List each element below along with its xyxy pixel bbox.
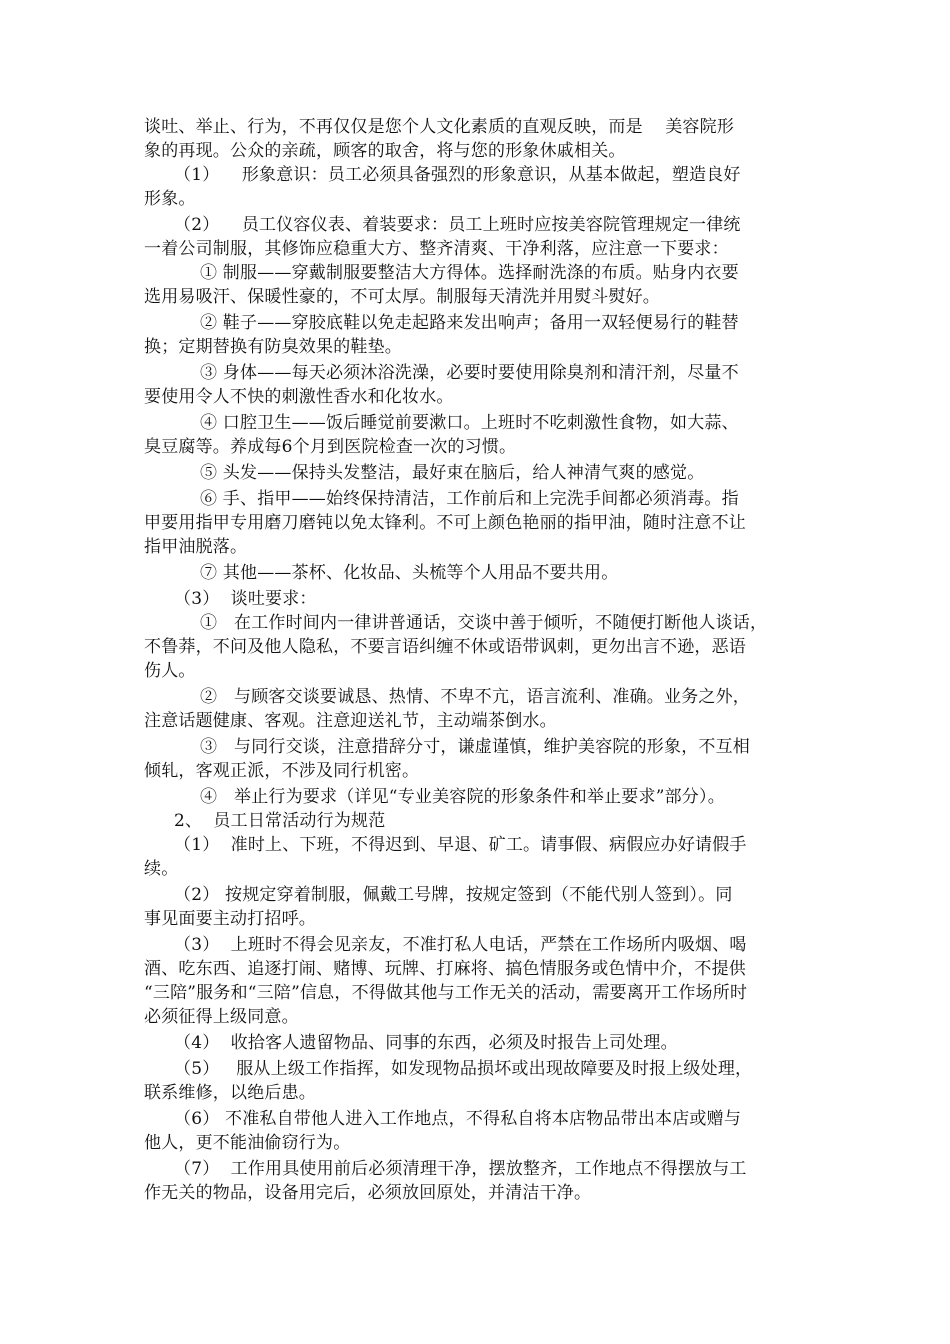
text-line: 注意话题健康、客观。注意迎送礼节，主动端茶倒水。 bbox=[144, 711, 557, 731]
text-line: “三陪”服务和“三陪”信息，不得做其他与工作无关的活动，需要离开工作场所时 bbox=[144, 983, 748, 1003]
text-line: 选用易吸汗、保暖性豪的，不可太厚。制服每天清洗并用熨斗熨好。 bbox=[144, 287, 660, 307]
text-line: （2） 按规定穿着制服，佩戴工号牌，按规定签到（不能代别人签到）。同 bbox=[174, 885, 733, 905]
text-line: 倾轧，客观正派，不涉及同行机密。 bbox=[144, 761, 420, 781]
text-line: 指甲油脱落。 bbox=[144, 537, 248, 557]
text-line: （3） 上班时不得会见亲友，不准打私人电话，严禁在工作场所内吸烟、喝 bbox=[174, 935, 747, 955]
text-line: 伤人。 bbox=[144, 661, 196, 681]
text-line: ④ 举止行为要求（详见“专业美容院的形象条件和举止要求”部分）。 bbox=[200, 787, 725, 807]
text-line: ③ 身体——每天必须沐浴洗澡，必要时要使用除臭剂和清汗剂，尽量不 bbox=[200, 363, 739, 383]
text-line: （1） 形象意识：员工必须具备强烈的形象意识，从基本做起，塑造良好 bbox=[174, 165, 741, 185]
text-line: ① 制服——穿戴制服要整洁大方得体。选择耐洗涤的布质。贴身内衣要 bbox=[200, 263, 739, 283]
text-line: ⑤ 头发——保持头发整洁，最好束在脑后，给人神清气爽的感觉。 bbox=[200, 463, 705, 483]
text-line: （5） 服从上级工作指挥，如发现物品损坏或出现故障要及时报上级处理， bbox=[174, 1059, 753, 1079]
text-line: ④ 口腔卫生——饭后睡觉前要漱口。上班时不吃刺激性食物，如大蒜、 bbox=[200, 413, 739, 433]
text-line: 续。 bbox=[144, 859, 179, 879]
text-line: （3） 谈吐要求： bbox=[174, 589, 317, 609]
text-line: ③ 与同行交谈，注意措辞分寸，谦虚谨慎，维护美容院的形象，不互相 bbox=[200, 737, 751, 757]
text-line: 谈吐、举止、行为，不再仅仅是您个人文化素质的直观反映，而是 美容院形 bbox=[144, 117, 735, 137]
text-line: 不鲁莽，不问及他人隐私，不要言语纠缠不休或语带讽刺，更勿出言不逊，恶语 bbox=[144, 637, 746, 657]
text-line: 形象。 bbox=[144, 189, 196, 209]
text-line: （1） 准时上、下班，不得迟到、早退、矿工。请事假、病假应办好请假手 bbox=[174, 835, 747, 855]
text-line: 一着公司制服，其修饰应稳重大方、整齐清爽、干净利落，应注意一下要求： bbox=[144, 239, 729, 259]
text-line: ② 鞋子——穿胶底鞋以免走起路来发出响声；备用一双轻便易行的鞋替 bbox=[200, 313, 739, 333]
text-line: （4） 收拾客人遗留物品、同事的东西，必须及时报告上司处理。 bbox=[174, 1033, 678, 1053]
text-line: 要使用令人不快的刺激性香水和化妆水。 bbox=[144, 387, 454, 407]
text-line: 酒、吃东西、追逐打闹、赌博、玩牌、打麻将、搞色情服务或色情中介，不提供 bbox=[144, 959, 746, 979]
text-line: （7） 工作用具使用前后必须清理干净，摆放整齐，工作地点不得摆放与工 bbox=[174, 1159, 747, 1179]
text-line: 臭豆腐等。养成每6个月到医院检查一次的习惯。 bbox=[144, 437, 517, 457]
text-line: 甲要用指甲专用磨刀磨钝以免太锋利。不可上颜色艳丽的指甲油，随时注意不让 bbox=[144, 513, 746, 533]
text-line: 象的再现。公众的亲疏，顾客的取舍，将与您的形象休戚相关。 bbox=[144, 141, 626, 161]
text-line: 他人，更不能油偷窃行为。 bbox=[144, 1133, 351, 1153]
text-line: （6） 不准私自带他人进入工作地点，不得私自将本店物品带出本店或赠与 bbox=[174, 1109, 742, 1129]
text-line: 作无关的物品，设备用完后，必须放回原处，并清洁干净。 bbox=[144, 1183, 592, 1203]
text-line: 2、 员工日常活动行为规范 bbox=[174, 811, 386, 831]
text-line: ② 与顾客交谈要诚恳、热情、不卑不亢，语言流利、准确。业务之外， bbox=[200, 687, 751, 707]
text-line: ⑥ 手、指甲——始终保持清洁，工作前后和上完洗手间都必须消毒。指 bbox=[200, 489, 739, 509]
text-line: 换；定期替换有防臭效果的鞋垫。 bbox=[144, 337, 402, 357]
text-line: 联系维修，以绝后患。 bbox=[144, 1083, 316, 1103]
text-line: （2） 员工仪容仪表、着装要求：员工上班时应按美容院管理规定一律统 bbox=[174, 215, 741, 235]
text-line: ① 在工作时间内一律讲普通话，交谈中善于倾听，不随便打断他人谈话， bbox=[200, 613, 768, 633]
text-line: 必须征得上级同意。 bbox=[144, 1007, 299, 1027]
text-line: 事见面要主动打招呼。 bbox=[144, 909, 316, 929]
text-line: ⑦ 其他——茶杯、化妆品、头梳等个人用品不要共用。 bbox=[200, 563, 619, 583]
